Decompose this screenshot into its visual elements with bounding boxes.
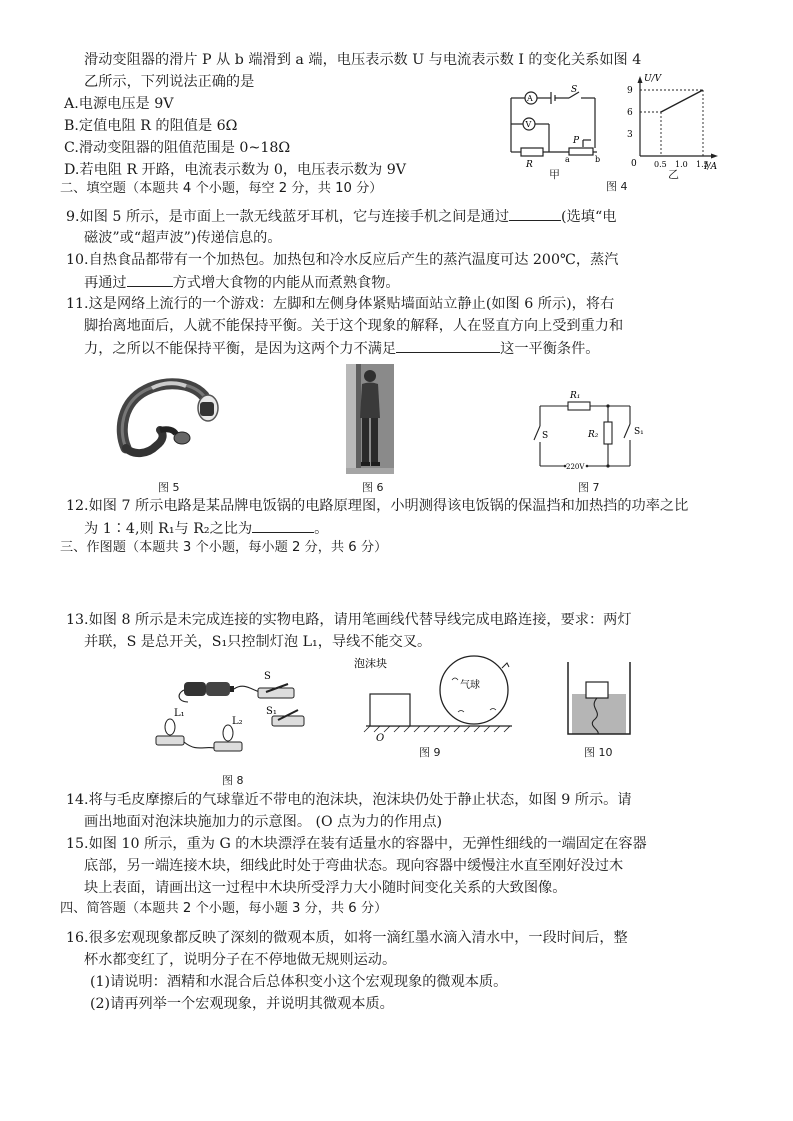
x-axis-label: I/A (704, 162, 718, 172)
point-o-label: O (376, 733, 385, 744)
fig5-caption: 图 5 (158, 481, 180, 494)
fig6-photo (346, 364, 394, 474)
fig7-caption: 图 7 (578, 481, 600, 494)
fig7-circuit (524, 384, 642, 474)
fig9-drawing (352, 654, 522, 744)
fig8-s-label: S (264, 671, 271, 682)
q12 (84, 518, 328, 539)
y-axis-label: U/V (644, 74, 662, 84)
source-label: 220V (566, 463, 585, 471)
ui-graph-line (661, 90, 703, 112)
q14-line2: 画出地面对泡沫块施加力的示意图。 (O 点为力的作用点) (84, 814, 443, 830)
fig8-l2-label: L₂ (232, 716, 243, 727)
q8-option-b: B.定值电阻 R 的阻值是 6Ω (64, 118, 238, 134)
fig6-caption: 图 6 (362, 481, 384, 494)
q15-line2: 底部，另一端连接木块，细线此时处于弯曲状态。现向容器中缓慢注水直至刚好没过木 (84, 858, 624, 874)
q16-line1: 16.很多宏观现象都反映了深刻的微观本质，如将一滴红墨水滴入清水中，一段时间后，整 (66, 930, 628, 946)
y-tick-label: 6 (627, 108, 633, 118)
fig10-caption: 图 10 (584, 746, 613, 759)
q11-text-d: 这一平衡条件。 (500, 341, 600, 357)
fig8-l1-label: L₁ (174, 708, 185, 719)
r1-label: R₁ (570, 391, 581, 401)
q9-text-a: 9.如图 5 所示，是市面上一款无线蓝牙耳机，它与连接手机之间是通过 (66, 209, 510, 225)
q9-answer-blank[interactable] (509, 206, 561, 221)
q11 (84, 338, 599, 359)
q12-text-b: 为 1∶4,则 R₁与 R₂之比为 (84, 521, 253, 537)
y-tick-label: 3 (627, 130, 633, 140)
q16-line2: 杯水都变红了，说明分子在不停地做无规则运动。 (84, 952, 397, 968)
q14-line1: 14.将与毛皮摩擦后的气球靠近不带电的泡沫块，泡沫块仍处于静止状态，如图 9 所示。请 (66, 792, 632, 808)
q10 (84, 272, 400, 293)
x-tick-label: 1.5 (696, 160, 709, 169)
q10-answer-blank[interactable] (127, 272, 173, 287)
q10-line1: 10.自热食品都带有一个加热包。加热包和冷水反应后产生的蒸汽温度可达 200℃，蒸汽 (66, 252, 619, 268)
fig5-earphone-image (112, 368, 236, 466)
q10-text-b: 再通过 (84, 275, 127, 291)
voltmeter-label: V (525, 120, 532, 129)
fig8-s1-label: S₁ (266, 706, 277, 717)
end-b-label: b (595, 155, 601, 164)
fig10-drawing (560, 660, 636, 738)
fig4-yi-label: 乙 (668, 168, 679, 181)
q8-line2: 乙所示，下列说法正确的是 (84, 74, 255, 90)
x-tick-label: 0.5 (654, 160, 667, 169)
resistor-label: R (526, 160, 533, 170)
balloon-label: 气球 (460, 680, 480, 691)
q11-answer-blank[interactable] (396, 338, 500, 353)
q13-line1: 13.如图 8 所示是未完成连接的实物电路，请用笔画线代替导线完成电路连接，要求：两灯 (66, 612, 632, 628)
q11-line1: 11.这是网络上流行的一个游戏：左脚和左侧身体紧贴墙面站立静止(如图 6 所示)，将右 (66, 296, 615, 312)
q15-line3: 块上表面，请画出这一过程中木块所受浮力大小随时间变化关系的大致图像。 (84, 880, 567, 896)
y-tick-label: 9 (627, 86, 633, 96)
q12-text-c: 。 (314, 521, 329, 537)
fig4-caption: 图 4 (606, 180, 628, 193)
section-2-title: 二、填空题（本题共 4 个小题，每空 2 分，共 10 分） (60, 181, 383, 196)
fig4-jia-label: 甲 (549, 168, 560, 181)
r2-label: R₂ (588, 430, 599, 440)
foam-block-label: 泡沫块 (354, 657, 387, 670)
q12-answer-blank[interactable] (252, 518, 314, 533)
s1-label: S₁ (634, 427, 644, 437)
q12-line1: 12.如图 7 所示电路是某品牌电饭锅的电路原理图，小明测得该电饭锅的保温挡和加热挡的功率之比 (66, 498, 689, 514)
end-a-label: a (565, 155, 570, 164)
section-3-title: 三、作图题（本题共 3 个小题，每小题 2 分，共 6 分） (60, 540, 388, 555)
section-4-title: 四、简答题（本题共 2 个小题，每小题 3 分，共 6 分） (60, 901, 388, 916)
q16-part2: (2)请再列举一个宏观现象，并说明其微观本质。 (90, 996, 394, 1012)
q8-option-d: D.若电阻 R 开路，电流表示数为 0，电压表示数为 9V (64, 162, 406, 178)
q11-text-c: 力，之所以不能保持平衡，是因为这两个力不满足 (84, 341, 397, 357)
switch-label: S (571, 85, 578, 95)
q11-line2: 脚抬离地面后，人就不能保持平衡。关于这个现象的解释，人在竖直方向上受到重力和 (84, 318, 624, 334)
fig8-physical-circuit (148, 654, 318, 766)
fig8-caption: 图 8 (222, 774, 244, 787)
origin-label: 0 (631, 159, 637, 169)
x-tick-label: 1.0 (675, 160, 688, 169)
ammeter-label: A (527, 94, 533, 103)
q15-line1: 15.如图 10 所示，重为 G 的木块漂浮在装有适量水的容器中，无弹性细线的一端固定在容器 (66, 836, 647, 852)
q9 (66, 206, 616, 227)
q13-line2: 并联，S 是总开关，S₁只控制灯泡 L₁，导线不能交叉。 (84, 634, 432, 650)
fig9-caption: 图 9 (419, 746, 441, 759)
q8-option-c: C.滑动变阻器的阻值范围是 0~18Ω (64, 140, 291, 156)
slider-label: P (573, 136, 580, 146)
s-label: S (542, 431, 549, 441)
q9-line2: 磁波”或“超声波”)传递信息的。 (84, 230, 282, 246)
q8-line1: 滑动变阻器的滑片 P 从 b 端滑到 a 端，电压表示数 U 与电流表示数 I 的变化关系如图 4 (84, 52, 642, 68)
fig4-circuit (505, 80, 617, 172)
q10-text-c: 方式增大食物的内能从而煮熟食物。 (172, 275, 400, 291)
q8-option-a: A.电源电压是 9V (64, 96, 174, 112)
q9-text-b: (选填“电 (561, 209, 617, 225)
q16-part1: (1)请说明：酒精和水混合后总体积变小这个宏观现象的微观本质。 (90, 974, 508, 990)
